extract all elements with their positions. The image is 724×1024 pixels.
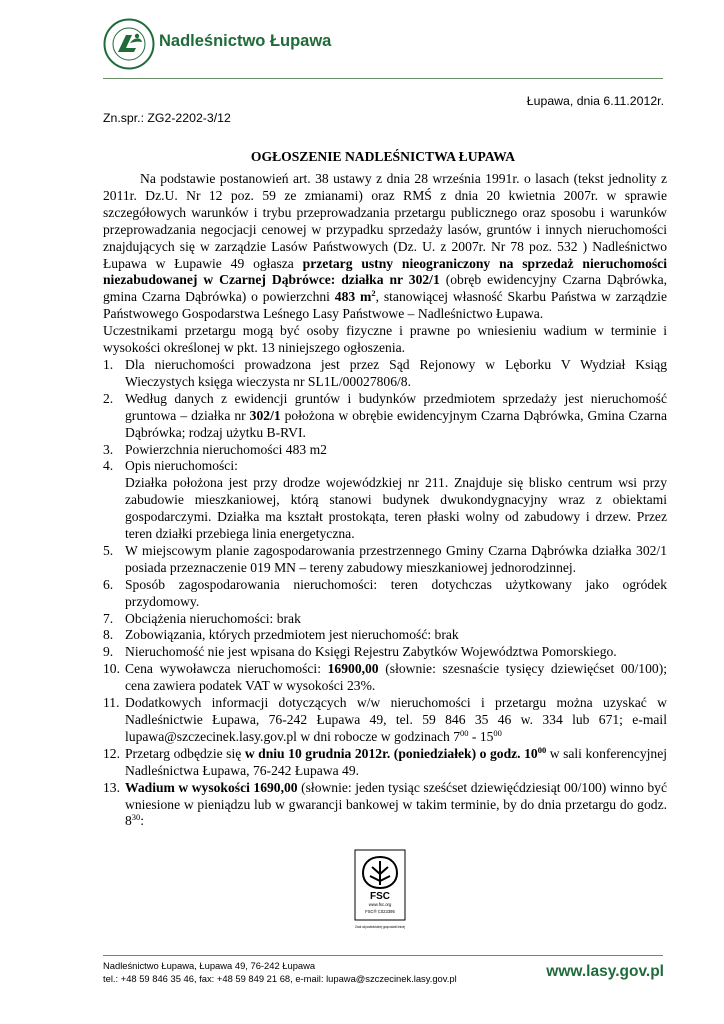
intro-area: 483 $m^2$	[334, 288, 376, 305]
footer-divider	[103, 955, 663, 956]
fsc-name: FSC	[370, 891, 390, 902]
lasy-panstwowe-logo	[103, 18, 155, 70]
document-title: OGŁOSZENIE NADLEŚNICTWA ŁUPAWA	[250, 149, 516, 164]
list-item: 7. Obciążenia nieruchomości: brak	[103, 610, 301, 626]
list-item: 10. Cena wywoławcza nieruchomości: 16900,00 (słownie: szesnaście tysięcy dziewięćset 00/100); cena zawiera podatek VAT w wysokości 23%.	[103, 661, 667, 694]
participants-paragraph: Uczestnikami przetargu mogą być osoby fizyczne i prawne po wniesieniu wadium w terminie i wysokości określonej w pkt. 13 niniejszego ogłoszenia.	[103, 323, 667, 356]
fsc-caption: Znak odpowiedzialnej gospodarki leśnej	[355, 924, 406, 929]
intro-text-2: (obręb ewidencyjny Czarna Dąbrówka, gmina Czarna Dąbrówka) o powierzchni	[103, 272, 668, 305]
footer-address	[103, 960, 457, 986]
list-item: 8. Zobowiązania, których przedmiotem jest nieruchomość: brak	[103, 627, 459, 643]
intro-bold-offer: przetarg ustny nieograniczony na sprzedaż nieruchomości niezabudowanej w Czarnej Dąbrówce: działka nr 302/1	[103, 255, 667, 288]
case-reference: Zn.spr.: ZG2-2202-3/12	[103, 111, 231, 125]
list-item: 2. Według danych z ewidencji gruntów i budynków przedmiotem sprzedaży jest nieruchomość gruntowa – działka nr 302/1 położona w obrębie ewidencyjnym Czarna Dąbrówka, Gmina Czarna Dąbrówka; rodzaj użytku B-RVI.	[103, 390, 667, 440]
list-item: 13. Wadium w wysokości 1690,00 (słownie: jeden tysiąc sześćset dziewięćdziesiąt 00/100) winno być wniesione w pieniądzu lub w gwarancji bankowej w takim terminie, by do dnia przetargu do godz. $8^{30}$:	[103, 779, 667, 829]
fsc-url: www.fsc.org	[368, 902, 392, 907]
intro-paragraph	[103, 171, 667, 323]
conditions-list	[103, 357, 667, 830]
list-item: 9. Nieruchomość nie jest wpisana do Księgi Rejestru Zabytków Województwa Pomorskiego.	[103, 644, 617, 660]
list-item: 1. Dla nieruchomości prowadzona jest przez Sąd Rejonowy w Lęborku V Wydział Ksiąg Wieczystych księga wieczysta nr SL1L/00027806/8.	[103, 356, 667, 389]
footer-line-1: Nadleśnictwo Łupawa, Łupawa 49, 76-242 Łupawa	[103, 960, 316, 971]
list-item: 12. Przetarg odbędzie się w dniu 10 grudnia 2012r. (poniedziałek) o godz. $10^{00}$ w sali konferencyjnej Nadleśnictwa Łupawa, 76-242 Łupawa 49.	[103, 744, 667, 778]
list-item: 11. Dodatkowych informacji dotyczących w/w nieruchomości i przetargu można uzyskać w Nadleśnictwie Łupawa, 76-242 Łupawa 49, tel. 59 846 35 46 w. 334 lub 671; e-mail lupawa@szczecinek.lasy.gov.pl w dni robocze w godzinach $7^{00} - 15^{00}$	[103, 695, 667, 744]
footer-line-2: tel.: +48 59 846 35 46, fax: +48 59 849 21 68, e-mail: lupawa@szczecinek.lasy.gov.pl	[103, 972, 457, 984]
intro-text: Na podstawie postanowień art. 38 ustawy z dnia 28 września 1991r. o lasach (tekst jednolity z 2011r. Dz.U. Nr 12 poz. 59 ze zmianami) oraz RMŚ z dnia 20 kwietnia 2007r. w sprawie szczegółowych warunków i trybu przeprowadzania przetargu publicznego oraz sposobu i warunków przeprowadzania negocjacji cenowej w przypadku sprzedaży lasów, gruntów i innych nieruchomości znajdujących się w zarządzie Lasów Państwowych (Dz. U. z 2007r. Nr 78 poz. 532 ) Nadleśnictwo Łupawa w Łupawie 49 ogłasza	[103, 171, 667, 271]
list-item: 4. Opis nieruchomości: Działka położona jest przy drodze wojewódzkiej nr 211. Znajduje się blisko centrum wsi przy zabudowie mieszkaniowej, którą stanowi budynek dwukondygnacyjny wraz z obiektami gospodarczymi. Działka ma kształt prostokąta, teren płaski wolny od zabudowy i drzew. Przez teren działki przebiega linia energetyczna.	[103, 458, 667, 542]
website-link[interactable]: www.lasy.gov.pl	[546, 963, 664, 980]
header-divider	[103, 78, 663, 79]
list-item: 6. Sposób zagospodarowania nieruchomości: teren dotychczas użytkowany jako ogródek przydomowy.	[103, 576, 667, 609]
list-item: 5. W miejscowym planie zagospodarowania przestrzennego Gminy Czarna Dąbrówka działka 302/1 posiada przeznaczenie 019 MN – tereny zabudowy mieszkaniowej jednorodzinnej.	[103, 542, 667, 575]
intro-text-3: , stanowiącej własność Skarbu Państwa w zarządzie Państwowego Gospodarstwa Leśnego Lasy Państwowe – Nadleśnictwo Łupawa.	[103, 289, 667, 322]
fsc-logo	[354, 849, 406, 945]
list-item: 3. Powierzchnia nieruchomości 483 m2	[103, 441, 327, 457]
document-body	[103, 171, 667, 830]
fsc-code: FSC® C023395	[365, 909, 395, 914]
org-name: Nadleśnictwo Łupawa	[159, 32, 332, 50]
document-date: Łupawa, dnia 6.11.2012r.	[526, 94, 664, 108]
